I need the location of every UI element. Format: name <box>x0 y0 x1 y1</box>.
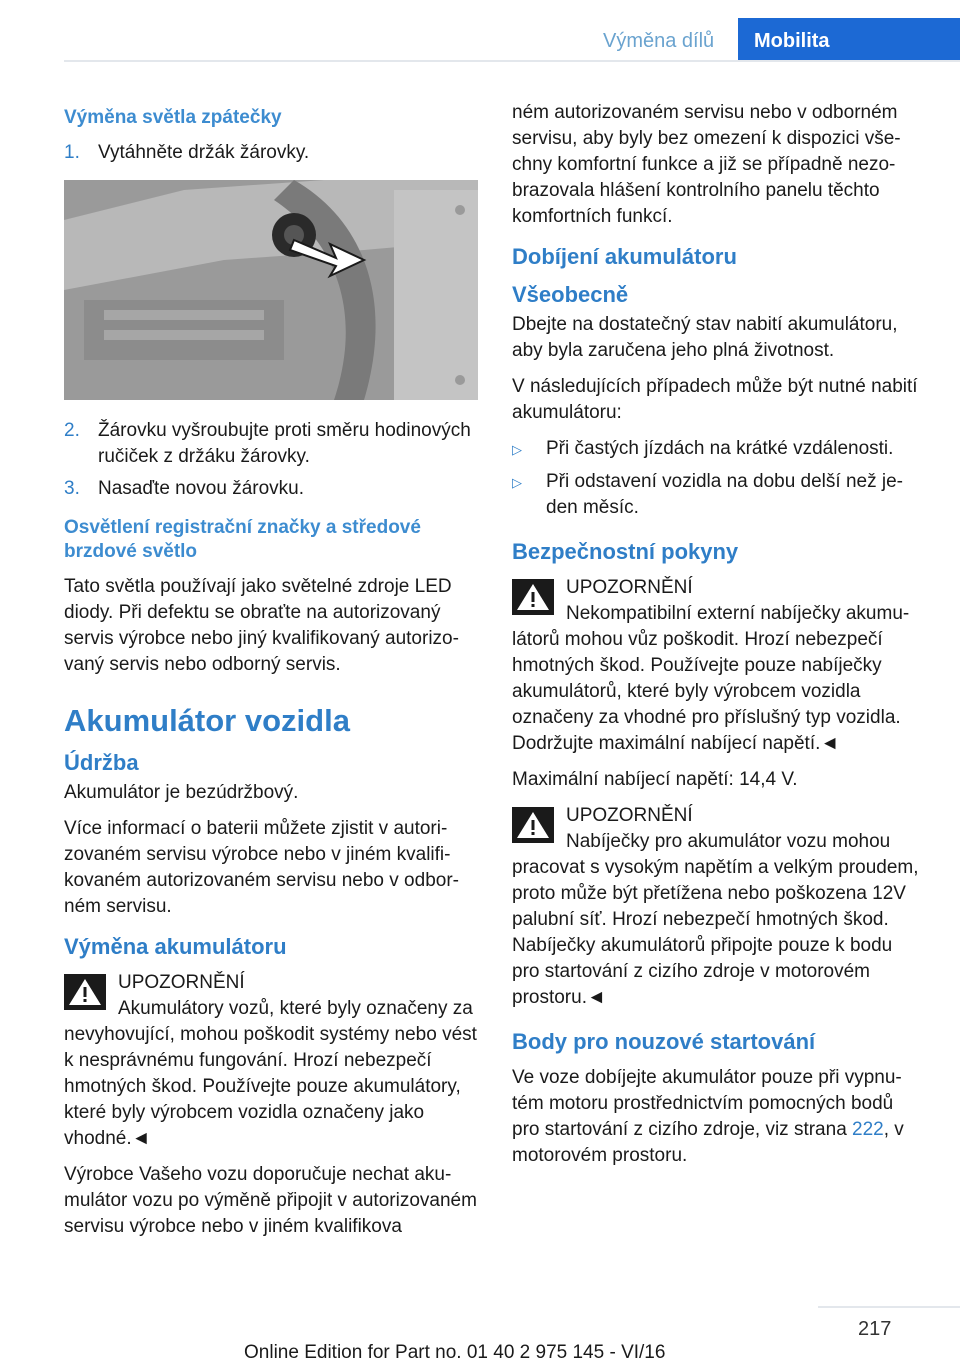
warning-block <box>64 970 478 1152</box>
bulb-holder-illustration <box>64 180 478 400</box>
step-item <box>64 418 478 470</box>
warning-title: UPOZORNĚNÍ <box>118 972 245 993</box>
jump-start-text <box>512 1065 924 1169</box>
warning-block <box>512 803 924 1011</box>
step-number: 2. <box>64 420 80 441</box>
bulb-holder-photo <box>64 180 478 400</box>
left-column <box>64 100 478 1250</box>
max-voltage-text: Maximální nabíjecí napětí: 14,4 V. <box>512 769 798 790</box>
maintenance-info: Více informací o baterii můžete zjistit v autorizovaném servisu výrobce nebo v jiném kvalifikovaném autorizovaném servisu nebo v odborném servisu. <box>64 818 459 917</box>
warning-block <box>512 575 924 757</box>
warning-text: Nabíječky pro akumulátor vozu mohou pracovat s vysokým napětím a velkým proudem, proto může být přetížena nebo poškozena 12V palubní síť. Hrozí nebezpečí hmotných škod. Nabíječky akumulátorů připojte pouze k bodu pro startování z cizího zdroje v motorovém prostoru.◄ <box>512 831 919 1008</box>
header-section-tab[interactable] <box>586 18 738 62</box>
header-divider <box>64 60 960 62</box>
page-number: 217 <box>858 1318 892 1340</box>
plate-light-text: Tato světla používají jako světelné zdroje LED diody. Při defektu se obraťte na autorizovaný servis výrobce nebo jiný kvalifikovaný autorizovaný servis nebo odborný servis. <box>64 576 459 675</box>
list-item <box>512 469 924 521</box>
battery-heading: Akumulátor vozidla <box>64 703 350 738</box>
plate-light-heading: Osvětlení registrační značky a středové brzdové světlo <box>64 517 421 562</box>
header-chapter-tab[interactable] <box>738 18 960 62</box>
warning-icon <box>512 807 554 843</box>
reverse-light-heading: Výměna světla zpátečky <box>64 107 282 128</box>
general-text: Dbejte na dostatečný stav nabití akumulátoru, aby byla zaručena jeho plná životnost. <box>512 314 898 361</box>
step-text: Nasaďte novou žárovku. <box>98 478 305 499</box>
step-text: Žárovku vyšroubujte proti směru hodinových ručiček z držáku žárovky. <box>98 420 471 467</box>
bullet-triangle-icon: ▷ <box>512 442 522 457</box>
battery-replace-text: Výrobce Vašeho vozu doporučuje nechat akumulátor vozu po výměně připojit v autorizovaném servisu výrobce nebo v jiném kvalifikova <box>64 1164 477 1237</box>
jump-start-text-part: , v motorovém prostoru. <box>512 1119 904 1166</box>
header-section-label: Výměna dílů <box>603 30 715 52</box>
list-item-text: Při odstavení vozidla na dobu delší než jeden měsíc. <box>546 471 903 518</box>
warning-title: UPOZORNĚNÍ <box>566 805 693 826</box>
header-chapter-label: Mobilita <box>754 30 830 52</box>
step-item <box>64 140 478 166</box>
step-item <box>64 476 478 502</box>
page-reference-link[interactable]: 222 <box>852 1119 884 1140</box>
warning-title: UPOZORNĚNÍ <box>566 577 693 598</box>
page-number-divider <box>818 1306 960 1308</box>
continued-text: ném autorizovaném servisu nebo v odborném servisu, aby byly bez omezení k dispozici všechny komfortní funkce a již se případně nezobrazovala hlášení kontrolního panelu těchto komfortních funkcí. <box>512 102 901 227</box>
general-heading: Všeobecně <box>512 282 629 307</box>
list-item <box>512 436 924 463</box>
charging-heading: Dobíjení akumulátoru <box>512 244 737 269</box>
warning-icon <box>64 974 106 1010</box>
maintenance-heading: Údržba <box>64 750 139 775</box>
footer-edition: Online Edition for Part no. 01 40 2 975 145 - VI/16 <box>244 1342 666 1363</box>
warning-text: Nekompatibilní externí nabíječky akumulátorů mohou vůz poškodit. Hrozí nebezpečí hmotných škod. Používejte pouze nabíječky akumulátorů, které byly výrobcem vozidla označeny za vhodné pro příslušný typ vozidla. Dodržujte maximální nabíjecí napětí.◄ <box>512 603 910 754</box>
list-item-text: Při častých jízdách na krátké vzdálenosti. <box>546 438 894 459</box>
battery-replace-heading: Výměna akumulátoru <box>64 934 287 959</box>
bullet-triangle-icon: ▷ <box>512 475 522 490</box>
step-text: Vytáhněte držák žárovky. <box>98 142 310 163</box>
step-number: 3. <box>64 478 80 499</box>
warning-text: Akumulátory vozů, které byly označeny za nevyhovující, mohou poškodit systémy nebo vést k nesprávnému fungování. Hrozí nebezpečí hmotných škod. Používejte pouze akumulátory, které byly výrobcem vozidla označeny jako vhodné.◄ <box>64 998 477 1149</box>
step-number: 1. <box>64 142 80 163</box>
safety-heading: Bezpečnostní pokyny <box>512 539 739 564</box>
jump-start-heading: Body pro nouzové startování <box>512 1029 816 1054</box>
general-text-2: V následujících případech může být nutné nabití akumulátoru: <box>512 376 918 423</box>
warning-icon <box>512 579 554 615</box>
jump-start-text-part: Ve voze dobíjejte akumulátor pouze při vypnutém motoru prostřednictvím pomocných bodů pro startování z cizího zdroje, viz strana <box>512 1067 902 1140</box>
right-column <box>512 100 924 1179</box>
maintenance-text: Akumulátor je bezúdržbový. <box>64 782 299 803</box>
